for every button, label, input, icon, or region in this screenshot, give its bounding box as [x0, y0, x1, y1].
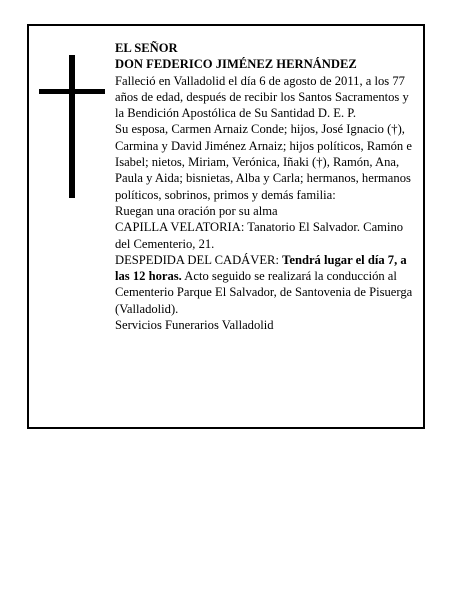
- chapel-information: [115, 219, 417, 252]
- chapel-details: Tanatorio El Salvador. Camino del Cementerio, 21.: [115, 220, 404, 251]
- family-list: Su esposa, Carmen Arnaiz Conde; hijos, José Ignacio (†), Carmina y David Jiménez Arnaiz; hijos políticos, Ramón e Isabel; nietos, Miriam, Verónica, Iñaki (†), Ramón, Ana, Paula y Aida; bisnietas, Alba y Carla; hermanos, hermanos políticos, sobrinos, primos y demás familia:: [115, 122, 412, 202]
- funeral-time: Tendrá lugar el día 7, a las 12 horas.: [115, 252, 407, 284]
- deceased-title: EL SEÑOR: [115, 41, 178, 55]
- obituary-text: [115, 40, 417, 333]
- chapel-label: CAPILLA VELATORIA:: [115, 220, 245, 235]
- funeral-label: DESPEDIDA DEL CADÁVER:: [115, 252, 279, 267]
- funeral-details: Acto seguido se realizará la conducción al Cementerio Parque El Salvador, de Santovenia de Pisuerga (Valladolid).: [115, 269, 413, 316]
- cross-vertical-bar: [69, 55, 75, 198]
- death-statement: [115, 73, 417, 122]
- obituary-notice: [27, 24, 425, 429]
- rip-line: D. E. P.: [317, 106, 357, 121]
- latin-cross-icon: [39, 55, 105, 198]
- deceased-name: DON FEDERICO JIMÉNEZ HERNÁNDEZ: [115, 57, 357, 72]
- funeral-information: [115, 252, 417, 317]
- funeral-services: Servicios Funerarios Valladolid: [115, 318, 274, 333]
- death-details: Falleció en Valladolid el día 6 de agosto de 2011, a los 77 años de edad, después de recibir los Santos Sacramentos y la Bendición Apostólica de Su Santidad: [115, 73, 409, 121]
- cross-horizontal-bar: [39, 89, 105, 94]
- prayer-request: Ruegan una oración por su alma: [115, 203, 278, 218]
